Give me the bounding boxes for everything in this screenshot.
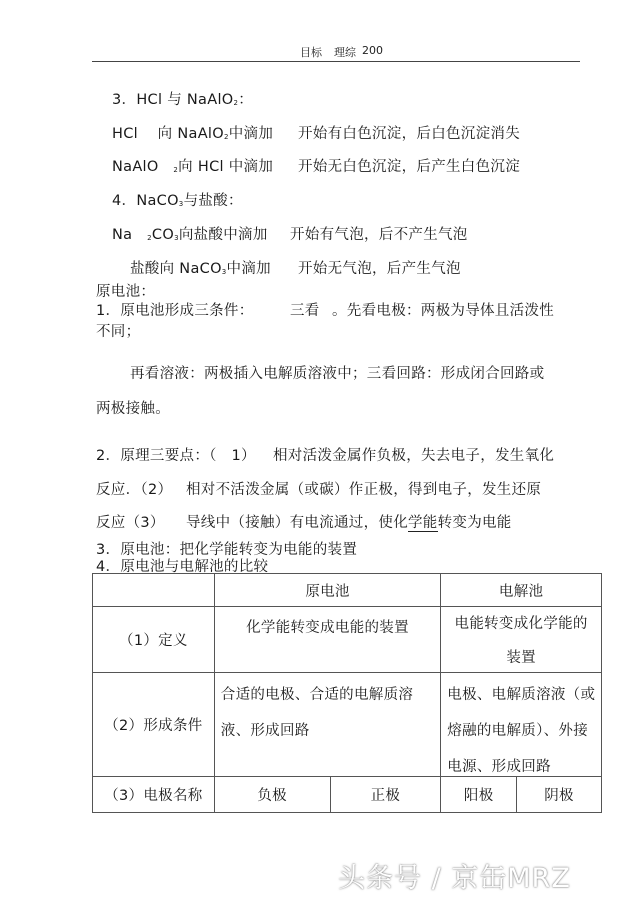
cell-electrolytic-definition	[441, 607, 602, 673]
header-right: 200	[362, 44, 383, 57]
line-hcl-into-naalo2: HCl 向 NaAlO2中滴加	[112, 126, 274, 142]
cell-line: 液、形成回路	[220, 723, 310, 739]
cell-line: 电极、电解质溶液（或	[447, 687, 596, 703]
header-left: 目标	[300, 46, 322, 59]
cell-line: 电能转变成化学能的	[454, 616, 588, 632]
cell-electrolytic-conditions	[441, 673, 602, 777]
line-three-conditions-electrode: 。先看电极：两极为导体且活泼性	[332, 303, 554, 319]
comparison-table	[92, 573, 602, 813]
cell-galvanic-definition: 化学能转变成电能的装置	[214, 607, 440, 673]
line-solution-circuit-cont: 两极接触。	[96, 401, 170, 417]
header-middle: 理综	[334, 46, 356, 59]
cell-line: 熔融的电解质）、外接	[447, 723, 589, 739]
table-header-row	[93, 574, 602, 607]
line-na2co3-into-acid: Na 2CO3向盐酸中滴加	[112, 227, 268, 243]
line-three-conditions: 1．原电池形成三条件：	[96, 303, 254, 319]
line-principle-1: 相对活泼金属作负极，失去电子，发生氧化	[273, 448, 555, 464]
line-acid-into-na2co3-result: 开始无气泡，后产生气泡	[298, 261, 461, 277]
table-header-galvanic: 原电池	[214, 574, 440, 607]
line-acid-into-na2co3: 盐酸向 NaCO3中滴加	[130, 261, 271, 277]
line-three-conditions-cont: 不同；	[96, 324, 141, 340]
cell-galvanic-conditions	[214, 673, 440, 777]
line-principle-1-label: 2．原理三要点：（ 1）	[96, 448, 256, 464]
line-principle-3: 导线中（接触）有电流通过，使化学能转变为电能	[186, 515, 512, 531]
line-principle-3-label: 反应（3）	[96, 515, 165, 531]
cell-positive: 正极	[330, 777, 441, 813]
table-corner	[93, 574, 215, 607]
cell-line: 合适的电极、合适的电解质溶	[220, 687, 414, 703]
header-rule	[92, 61, 580, 62]
line-hcl-naalo2: 3．HCl 与 NaAlO2：	[112, 92, 254, 108]
table-row	[93, 607, 602, 673]
line-hcl-into-naalo2-result: 开始有白色沉淀，后白色沉淀消失	[298, 126, 520, 142]
cell-negative: 负极	[214, 777, 330, 813]
line-naalo2-into-hcl-result: 开始无白色沉淀，后产生白色沉淀	[298, 159, 520, 175]
line-principle-2: 相对不活泼金属（或碳）作正极，得到电子，发生还原	[186, 482, 542, 498]
line-naalo2-into-hcl: NaAlO 2向 HCl 中滴加	[112, 159, 274, 175]
cell-cathode: 阴极	[517, 777, 602, 813]
cell-line: 装置	[506, 650, 536, 666]
line-comparison-title: 4．原电池与电解池的比较	[96, 559, 269, 575]
table-row	[93, 673, 602, 777]
table-header-electrolytic: 电解池	[441, 574, 602, 607]
section-title-cell: 原电池：	[96, 284, 156, 300]
row-label-definition: （1）定义	[93, 607, 215, 673]
line-solution-circuit: 再看溶液：两极插入电解质溶液中；三看回路：形成闭合回路或	[130, 366, 545, 382]
row-label-electrodes: （3）电极名称	[93, 777, 215, 813]
line-na2co3-into-acid-result: 开始有气泡，后不产生气泡	[290, 227, 468, 243]
watermark: 头条号 / 京缶MRZ	[338, 863, 571, 894]
cell-line: 电源、形成回路	[447, 759, 551, 775]
line-cell-definition: 3．原电池：把化学能转变为电能的装置	[96, 542, 358, 558]
cell-anode: 阳极	[441, 777, 517, 813]
line-three-conditions-look: 三看	[290, 303, 320, 319]
table-row	[93, 777, 602, 813]
line-na2co3-hcl: 4．NaCO3与盐酸：	[112, 193, 243, 209]
row-label-conditions: （2）形成条件	[93, 673, 215, 777]
line-principle-2-label: 反应．（2）	[96, 482, 173, 498]
